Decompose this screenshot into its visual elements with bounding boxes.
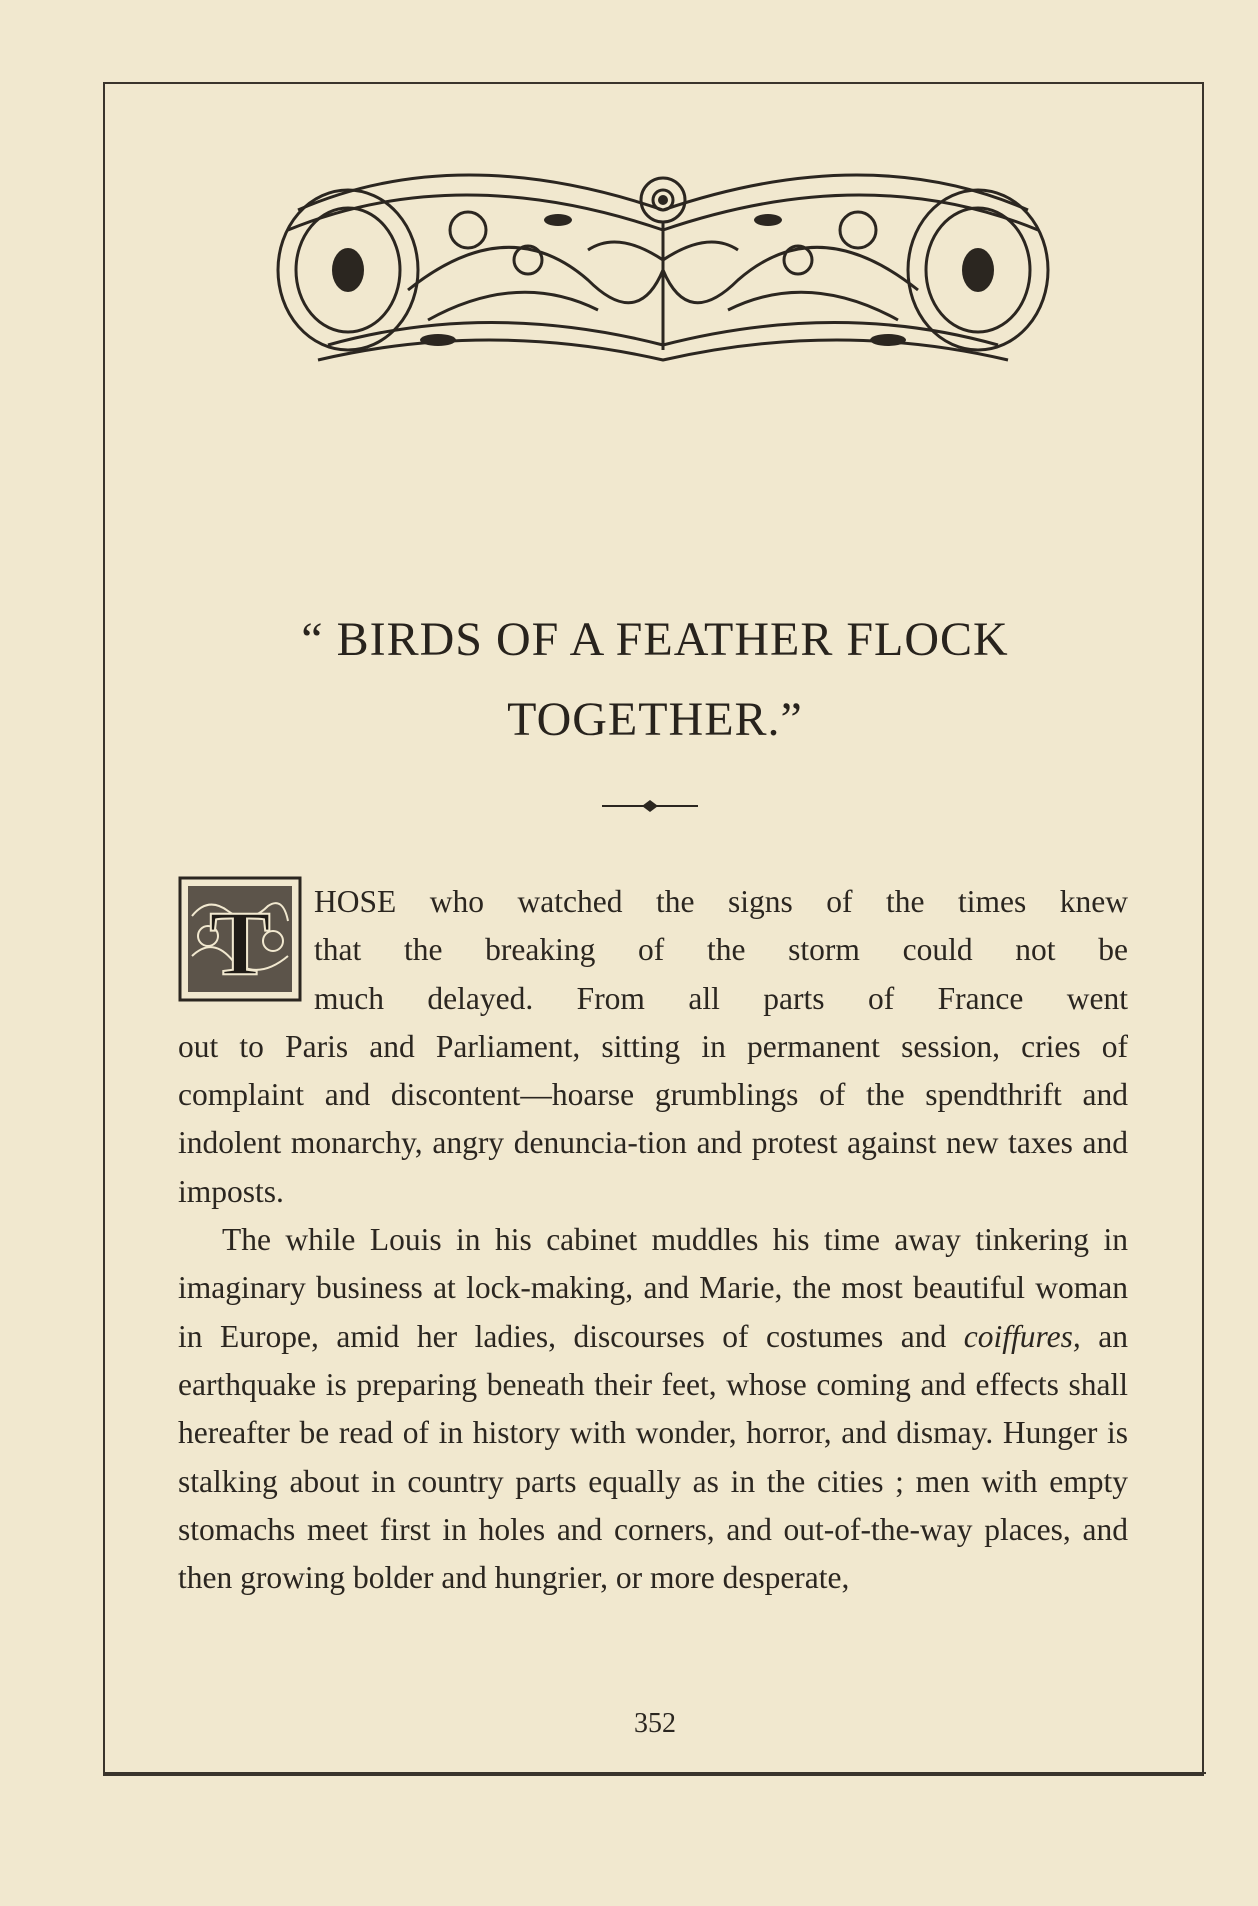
chapter-title-line-2: TOGETHER.”: [507, 693, 803, 746]
body-text: [178, 878, 1128, 1602]
text-line: that the breaking of the storm could not be: [314, 932, 1128, 968]
chapter-title-line-1: “ BIRDS OF A FEATHER FLOCK: [301, 613, 1009, 666]
paragraph-2-italic: coiffures,: [963, 1318, 1081, 1354]
paragraph-2-text-a: The while Louis in his cabinet muddles his time away tinkering in imaginary business at lock-making, and Marie, the most beautiful woman in Europe, amid her ladies, discourses of costumes and: [178, 1222, 1128, 1354]
text-line: HOSE who watched the signs of the times knew: [314, 884, 1128, 919]
chapter-title: [140, 600, 1170, 760]
paragraph-1: [178, 878, 1128, 1216]
paragraph-1-indented: [314, 878, 1128, 1023]
paragraph-2-text-b: an earthquake is preparing beneath their feet, whose coming and effects shall hereafter be read of in history with wonder, horror, and dismay. Hunger is stalking about in country parts equally as in the cities ; men with empty stomachs meet first in holes and corners, and out-of-the-way places, and then growing bolder and hungrier, or more desperate,: [178, 1318, 1129, 1596]
bottom-rule: [103, 1772, 1206, 1774]
page-number: 352: [634, 1708, 676, 1739]
floral-headpiece-icon: [258, 150, 1068, 380]
svg-text:T: T: [209, 892, 271, 994]
text-line: much delayed. From all parts of France went: [314, 980, 1128, 1016]
diamond-rule-icon: [600, 796, 700, 816]
paragraph-1-continuation: out to Paris and Parliament, sitting in permanent session, cries of complaint and discontent—hoarse grumblings of the spendthrift and indolent monarchy, angry denuncia-tion and protest against new taxes and imposts.: [178, 1028, 1128, 1209]
paragraph-2: [178, 1216, 1128, 1602]
